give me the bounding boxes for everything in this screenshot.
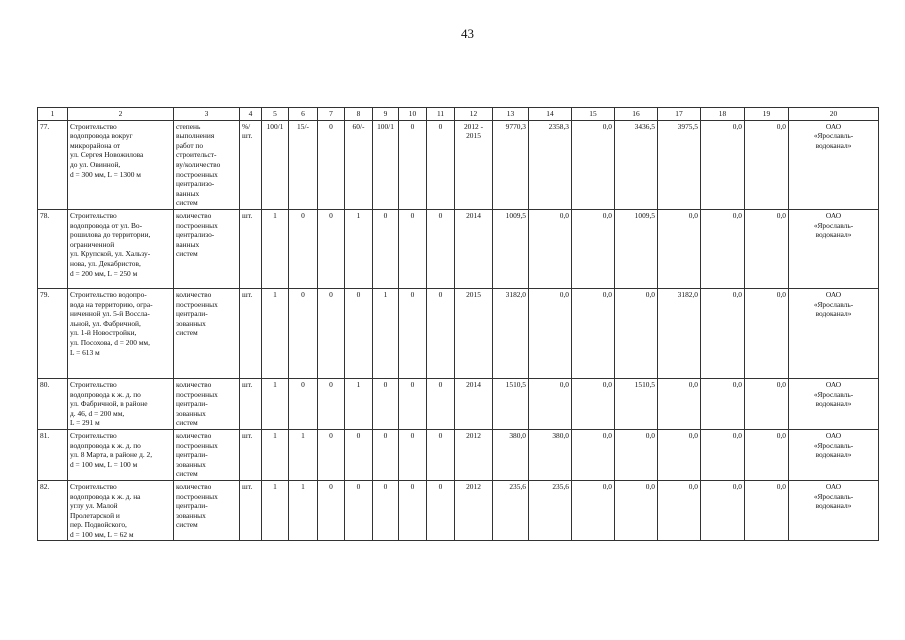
value-col-5: 1 <box>262 209 289 288</box>
value-col-10: 0 <box>399 120 427 209</box>
column-number-2: 2 <box>68 108 174 121</box>
value-col-9: 0 <box>373 378 399 429</box>
column-number-16: 16 <box>615 108 658 121</box>
table-row <box>38 429 879 480</box>
column-number-4: 4 <box>240 108 262 121</box>
value-col-11: 0 <box>427 120 455 209</box>
column-number-14: 14 <box>529 108 572 121</box>
cost-col-19: 0,0 <box>745 120 789 209</box>
table-row <box>38 120 879 209</box>
cost-col-17: 3182,0 <box>658 288 701 378</box>
cost-col-14: 0,0 <box>529 209 572 288</box>
value-col-11: 0 <box>427 378 455 429</box>
row-number: 81. <box>38 429 68 480</box>
column-number-5: 5 <box>262 108 289 121</box>
row-number: 77. <box>38 120 68 209</box>
value-col-5: 1 <box>262 378 289 429</box>
cost-col-18: 0,0 <box>701 120 745 209</box>
value-col-8: 60/- <box>345 120 373 209</box>
value-col-7: 0 <box>318 209 345 288</box>
value-col-10: 0 <box>399 209 427 288</box>
column-number-6: 6 <box>289 108 318 121</box>
indicator: количество построенных централи- зованных систем <box>174 480 240 541</box>
value-col-10: 0 <box>399 429 427 480</box>
cost-col-17: 0,0 <box>658 209 701 288</box>
indicator: количество построенных централи- зованных систем <box>174 288 240 378</box>
value-col-5: 1 <box>262 288 289 378</box>
value-col-11: 0 <box>427 288 455 378</box>
value-col-5: 1 <box>262 480 289 541</box>
value-col-7: 0 <box>318 288 345 378</box>
unit: шт. <box>240 480 262 541</box>
cost-col-18: 0,0 <box>701 480 745 541</box>
total-cost: 235,6 <box>493 480 529 541</box>
executor: ОАО «Ярославль- водоканал» <box>789 209 879 288</box>
value-col-8: 1 <box>345 209 373 288</box>
column-number-19: 19 <box>745 108 789 121</box>
cost-col-14: 0,0 <box>529 378 572 429</box>
value-col-6: 0 <box>289 288 318 378</box>
value-col-6: 0 <box>289 378 318 429</box>
column-number-8: 8 <box>345 108 373 121</box>
measure-name: Строительство водопровода к ж. д. по ул. Фабричной, в районе д. 46, d = 200 мм, L = 291 м <box>68 378 174 429</box>
value-col-11: 0 <box>427 429 455 480</box>
executor: ОАО «Ярославль- водоканал» <box>789 288 879 378</box>
cost-col-15: 0,0 <box>572 480 615 541</box>
measure-name: Строительство водопровода вокруг микрорайона от ул. Сергея Новожилова до ул. Овинной, d = 300 мм, L = 1300 м <box>68 120 174 209</box>
page-number: 43 <box>461 26 474 41</box>
executor: ОАО «Ярославль- водоканал» <box>789 429 879 480</box>
column-number-3: 3 <box>174 108 240 121</box>
measure-name: Строительство водопро- вода на территорию, огра- ниченной ул. 5-й Воссла- льной, ул. Фабричной, ул. 1-й Новостройки, ул. Посохова, d = 200 мм, L = 613 м <box>68 288 174 378</box>
row-number: 82. <box>38 480 68 541</box>
cost-col-16: 0,0 <box>615 288 658 378</box>
value-col-10: 0 <box>399 480 427 541</box>
years: 2014 <box>455 378 493 429</box>
column-number-row <box>38 108 879 121</box>
total-cost: 1510,5 <box>493 378 529 429</box>
cost-col-14: 0,0 <box>529 288 572 378</box>
value-col-6: 1 <box>289 480 318 541</box>
value-col-9: 0 <box>373 429 399 480</box>
total-cost: 1009,5 <box>493 209 529 288</box>
cost-col-14: 380,0 <box>529 429 572 480</box>
value-col-9: 0 <box>373 209 399 288</box>
value-col-6: 1 <box>289 429 318 480</box>
unit: %/ шт. <box>240 120 262 209</box>
table-row <box>38 480 879 541</box>
cost-col-17: 3975,5 <box>658 120 701 209</box>
value-col-8: 1 <box>345 378 373 429</box>
value-col-8: 0 <box>345 429 373 480</box>
executor: ОАО «Ярославль- водоканал» <box>789 378 879 429</box>
measure-name: Строительство водопровода от ул. Во- рошилова до территории, ограниченной ул. Крупской, ул. Хальзу- нова, ул. Декабристов, d = 200 мм, L = 250 м <box>68 209 174 288</box>
indicator: количество построенных централизо- ванных систем <box>174 209 240 288</box>
executor: ОАО «Ярославль- водоканал» <box>789 120 879 209</box>
cost-col-15: 0,0 <box>572 120 615 209</box>
column-number-1: 1 <box>38 108 68 121</box>
table-row <box>38 209 879 288</box>
measure-name: Строительство водопровода к ж. д. на углу ул. Малой Пролетарской и пер. Подвойского, d = 100 мм, L = 62 м <box>68 480 174 541</box>
cost-col-14: 235,6 <box>529 480 572 541</box>
value-col-9: 100/1 <box>373 120 399 209</box>
value-col-7: 0 <box>318 378 345 429</box>
program-table <box>37 107 879 541</box>
value-col-9: 0 <box>373 480 399 541</box>
value-col-11: 0 <box>427 209 455 288</box>
years: 2012 - 2015 <box>455 120 493 209</box>
cost-col-14: 2358,3 <box>529 120 572 209</box>
value-col-7: 0 <box>318 120 345 209</box>
unit: шт. <box>240 378 262 429</box>
measure-name: Строительство водопровода к ж. д. по ул. 8 Марта, в районе д. 2, d = 100 мм, L = 100 м <box>68 429 174 480</box>
table-row <box>38 378 879 429</box>
cost-col-19: 0,0 <box>745 480 789 541</box>
cost-col-15: 0,0 <box>572 209 615 288</box>
value-col-5: 1 <box>262 429 289 480</box>
value-col-6: 15/- <box>289 120 318 209</box>
indicator: количество построенных централи- зованных систем <box>174 429 240 480</box>
cost-col-18: 0,0 <box>701 209 745 288</box>
cost-col-16: 1510,5 <box>615 378 658 429</box>
total-cost: 9770,3 <box>493 120 529 209</box>
value-col-5: 100/1 <box>262 120 289 209</box>
cost-col-16: 0,0 <box>615 480 658 541</box>
value-col-11: 0 <box>427 480 455 541</box>
cost-col-16: 1009,5 <box>615 209 658 288</box>
column-number-18: 18 <box>701 108 745 121</box>
cost-col-19: 0,0 <box>745 429 789 480</box>
cost-col-15: 0,0 <box>572 288 615 378</box>
indicator: степень выполнения работ по строительст- ву/количество построенных централизо- ванных систем <box>174 120 240 209</box>
indicator: количество построенных централи- зованных систем <box>174 378 240 429</box>
column-number-11: 11 <box>427 108 455 121</box>
years: 2014 <box>455 209 493 288</box>
column-number-15: 15 <box>572 108 615 121</box>
column-number-9: 9 <box>373 108 399 121</box>
table-row <box>38 288 879 378</box>
value-col-10: 0 <box>399 378 427 429</box>
cost-col-19: 0,0 <box>745 288 789 378</box>
cost-col-17: 0,0 <box>658 378 701 429</box>
cost-col-15: 0,0 <box>572 378 615 429</box>
unit: шт. <box>240 288 262 378</box>
years: 2012 <box>455 480 493 541</box>
cost-col-15: 0,0 <box>572 429 615 480</box>
unit: шт. <box>240 429 262 480</box>
unit: шт. <box>240 209 262 288</box>
cost-col-19: 0,0 <box>745 209 789 288</box>
value-col-7: 0 <box>318 429 345 480</box>
cost-col-18: 0,0 <box>701 288 745 378</box>
row-number: 78. <box>38 209 68 288</box>
cost-col-16: 3436,5 <box>615 120 658 209</box>
cost-col-16: 0,0 <box>615 429 658 480</box>
column-number-10: 10 <box>399 108 427 121</box>
cost-col-17: 0,0 <box>658 429 701 480</box>
row-number: 79. <box>38 288 68 378</box>
total-cost: 3182,0 <box>493 288 529 378</box>
value-col-6: 0 <box>289 209 318 288</box>
executor: ОАО «Ярославль- водоканал» <box>789 480 879 541</box>
total-cost: 380,0 <box>493 429 529 480</box>
value-col-10: 0 <box>399 288 427 378</box>
cost-col-18: 0,0 <box>701 378 745 429</box>
column-number-17: 17 <box>658 108 701 121</box>
value-col-9: 1 <box>373 288 399 378</box>
column-number-13: 13 <box>493 108 529 121</box>
cost-col-17: 0,0 <box>658 480 701 541</box>
column-number-7: 7 <box>318 108 345 121</box>
row-number: 80. <box>38 378 68 429</box>
value-col-7: 0 <box>318 480 345 541</box>
cost-col-18: 0,0 <box>701 429 745 480</box>
value-col-8: 0 <box>345 288 373 378</box>
column-number-12: 12 <box>455 108 493 121</box>
years: 2012 <box>455 429 493 480</box>
value-col-8: 0 <box>345 480 373 541</box>
cost-col-19: 0,0 <box>745 378 789 429</box>
years: 2015 <box>455 288 493 378</box>
column-number-20: 20 <box>789 108 879 121</box>
